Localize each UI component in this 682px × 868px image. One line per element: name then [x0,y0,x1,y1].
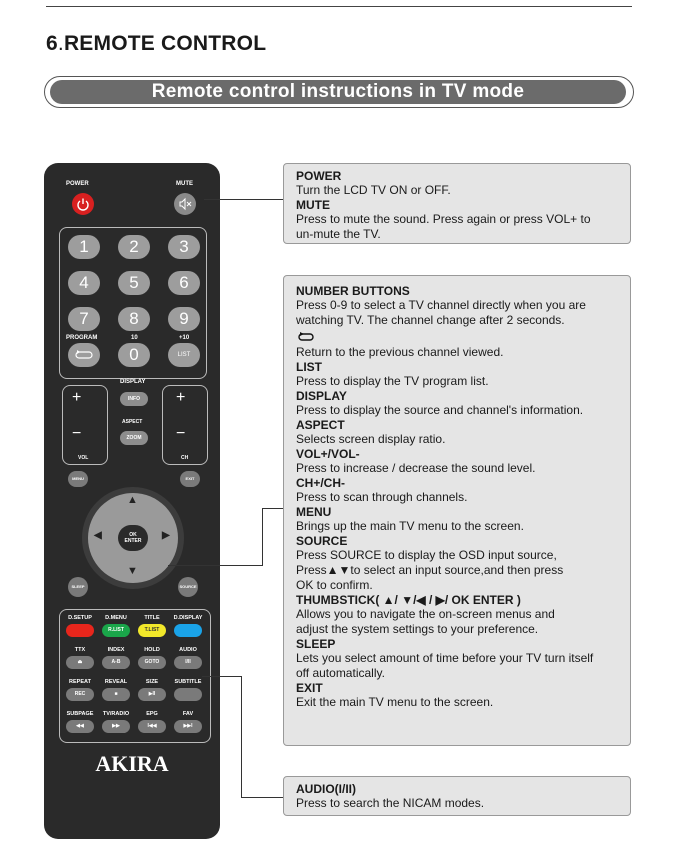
function-key-button[interactable]: ▶▶ [102,720,130,733]
callout-item-description: Brings up the main TV menu to the screen. [296,519,524,533]
list-button[interactable]: LIST [168,343,200,367]
aspect-label: ASPECT [122,419,143,425]
callout-item-title: POWER [296,169,342,183]
connector-audio-end [241,797,284,798]
mute-label: MUTE [176,181,193,187]
callout-item-description: Press to search the NICAM modes. [296,796,485,810]
exit-button[interactable]: EXIT [180,471,200,487]
callout-item-description: Press 0-9 to select a TV channel directly when you are [296,298,586,312]
number-button-2[interactable]: 2 [118,235,150,259]
source-button[interactable]: SOURCE [178,577,198,597]
ok-enter-button[interactable] [118,525,148,551]
callout-item-description: OK to confirm. [296,578,373,592]
menu-button[interactable]: MENU [68,471,88,487]
callout-item-title: AUDIO(I/II) [296,782,356,796]
callout-item-title: THUMBSTICK( ▲/ ▼/◀ / ▶/ OK ENTER ) [296,593,521,607]
function-key-label: EPG [146,711,158,717]
callout-item-title: ASPECT [296,418,345,432]
function-key-label: TTX [74,647,86,653]
connector-vertical [262,508,263,566]
function-key-label: INDEX [107,647,125,653]
callout-item-title: SOURCE [296,534,348,548]
number-button-9[interactable]: 9 [168,307,200,331]
number-button-3[interactable]: 3 [168,235,200,259]
callout-item-description: un-mute the TV. [296,227,381,241]
mute-icon [174,193,196,215]
callout-item-title: SLEEP [296,637,336,651]
callout-power-mute [283,163,631,244]
zoom-button[interactable]: ZOOM [120,431,148,445]
function-key-button[interactable]: A-B [102,656,130,669]
function-key-button[interactable]: ▶▶I [174,720,202,733]
callout-item-description: Selects screen display ratio. [296,432,446,446]
callout-item-description: Press to display the TV program list. [296,374,489,388]
callout-item-title: EXIT [296,681,323,695]
function-key-button[interactable] [174,688,202,701]
callout-item-description: Press to scan through channels. [296,490,468,504]
ch-down-button[interactable]: − [176,425,186,442]
plus10-label: +10 [179,335,190,341]
function-key-button[interactable]: ⏏ [66,656,94,669]
power-icon [72,193,94,215]
function-key-label: REPEAT [69,679,91,685]
callout-item-title: NUMBER BUTTONS [296,284,410,298]
vol-label: VOL [78,455,89,461]
number-button-4[interactable]: 4 [68,271,100,295]
function-key-label: D.MENU [105,615,127,621]
ch-up-button[interactable]: + [176,389,186,406]
function-key-label: REVEAL [104,679,128,685]
up-arrow-icon[interactable]: ▲ [127,494,138,506]
callout-item-title: MENU [296,505,332,519]
function-key-label: SUBTITLE [174,679,202,685]
function-key-button[interactable]: GOTO [138,656,166,669]
connector-audio-h [202,676,241,677]
function-key-label: TV/RADIO [102,711,130,717]
callout-item-title: CH+/CH- [296,476,346,490]
power-button[interactable] [72,193,94,215]
function-key-button[interactable]: I◀◀ [138,720,166,733]
connector-thumbstick [168,565,262,566]
right-arrow-icon[interactable]: ▶ [162,530,170,541]
callout-item-description: Press to mute the sound. Press again or press VOL+ to [296,212,591,226]
callout-item-title: LIST [296,360,322,374]
number-button-6[interactable]: 6 [168,271,200,295]
callout-item-description: Exit the main TV menu to the screen. [296,695,494,709]
brand-logo: AKIRA [95,751,169,776]
program-label: PROGRAM [66,335,98,341]
return-icon [296,330,316,344]
top-rule [46,6,632,7]
callout-item-title: DISPLAY [296,389,347,403]
enter-label: ENTER [124,538,142,544]
function-key-label: TITLE [144,615,160,621]
callout-item-description: Return to the previous channel viewed. [296,345,504,359]
function-key-button[interactable]: REC [66,688,94,701]
callout-item-description: watching TV. The channel change after 2 seconds. [296,313,565,327]
callout-item-description: Press to increase / decrease the sound level. [296,461,536,475]
callout-item-description: off automatically. [296,666,385,680]
left-arrow-icon[interactable]: ◀ [94,530,102,541]
number-button-0[interactable]: 0 [118,343,150,367]
callout-item-description: Press▲▼to select an input source,and then press [296,563,564,577]
ch-label: CH [181,455,189,461]
vol-down-button[interactable]: − [72,425,82,442]
vol-frame [62,385,108,465]
number-button-8[interactable]: 8 [118,307,150,331]
callout-item-description: Press SOURCE to display the OSD input source, [296,548,557,562]
function-key-label: SIZE [145,679,159,685]
section-heading: 6.REMOTE CONTROL [46,32,267,55]
callout-item-description: Lets you select amount of time before your TV turn itself [296,651,594,665]
function-key-button[interactable]: I/II [174,656,202,669]
number-button-5[interactable]: 5 [118,271,150,295]
function-key-button[interactable] [66,624,94,637]
return-button[interactable] [68,343,100,367]
function-key-button[interactable]: R.LIST [102,624,130,637]
function-key-label: D.SETUP [68,615,92,621]
connector-number [262,508,284,509]
number-button-7[interactable]: 7 [68,307,100,331]
sleep-button[interactable]: SLEEP [68,577,88,597]
function-key-label: HOLD [144,647,160,653]
callout-item-description: Press to display the source and channel's information. [296,403,584,417]
info-button[interactable]: INFO [120,392,148,406]
callout-item-title: VOL+/VOL- [296,447,360,461]
remote-control [44,163,220,839]
display-label: DISPLAY [120,379,146,385]
function-key-button[interactable]: ■ [102,688,130,701]
callout-item-title: MUTE [296,198,330,212]
function-key-button[interactable] [174,624,202,637]
down-arrow-icon[interactable]: ▼ [127,565,138,577]
return-icon [68,343,100,367]
function-key-label: AUDIO [179,647,197,653]
power-label: POWER [66,181,89,187]
function-key-button[interactable]: T.LIST [138,624,166,637]
function-key-label: D.DISPLAY [173,615,203,621]
connector-power [204,199,284,200]
ten-label: 10 [131,335,138,341]
function-key-label: SUBPAGE [66,711,94,717]
callout-main-buttons [283,275,631,746]
connector-audio-v [241,676,242,797]
callout-item-description: Turn the LCD TV ON or OFF. [296,183,451,197]
callout-audio [283,776,631,816]
number-button-1[interactable]: 1 [68,235,100,259]
callout-item-description: adjust the system settings to your preference. [296,622,539,636]
banner-title: Remote control instructions in TV mode [50,80,626,104]
function-key-button[interactable]: ◀◀ [66,720,94,733]
function-key-button[interactable]: ▶II [138,688,166,701]
callout-item-description: Allows you to navigate the on-screen menus and [296,607,555,621]
vol-up-button[interactable]: + [72,389,82,406]
function-key-label: FAV [182,711,194,717]
ok-label: OK [129,532,137,538]
mute-button[interactable] [174,193,196,215]
